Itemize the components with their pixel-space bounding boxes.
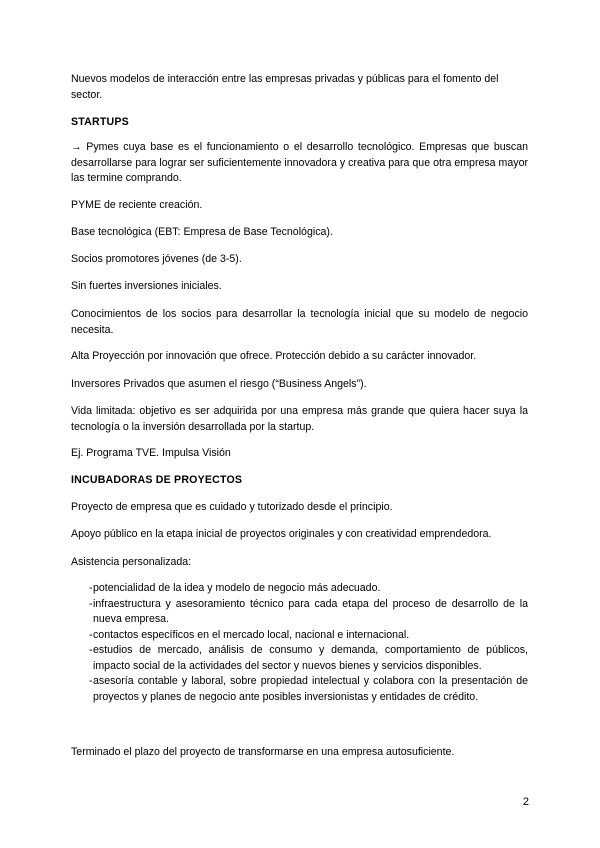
- startups-definition-paragraph: → Pymes cuya base es el funcionamiento o el desarrollo tecnológico. Empresas que buscan desarrollarse para lograr ser suficientemente innovadora y creativa para que otra empresa mayor las termine comprando.: [71, 141, 528, 184]
- intro-paragraph: Nuevos modelos de interacción entre las empresas privadas y públicas para el fomento del sector.: [71, 73, 499, 101]
- socios-paragraph: Socios promotores jóvenes (de 3-5).: [71, 253, 242, 265]
- list-item: [71, 643, 528, 674]
- list-dash: -: [89, 628, 93, 641]
- vida-limitada-paragraph: Vida limitada: objetivo es ser adquirida por una empresa más grande que quiera hacer suya la tecnología o la inversión desarrollada por la startup.: [71, 405, 528, 433]
- apoyo-publico-paragraph: Apoyo público en la etapa inicial de proyectos originales y con creatividad emprendedora.: [71, 528, 492, 540]
- base-tecnologica-paragraph: Base tecnológica (EBT: Empresa de Base Tecnológica).: [71, 226, 333, 238]
- ejemplo-paragraph: Ej. Programa TVE. Impulsa Visión: [71, 447, 231, 459]
- list-item: [71, 628, 528, 644]
- conocimientos-paragraph: Conocimientos de los socios para desarrollar la tecnología inicial que su modelo de negocio necesita.: [71, 308, 528, 336]
- list-item-text: potencialidad de la idea y modelo de negocio más adecuado.: [93, 582, 381, 594]
- asistencia-paragraph: Asistencia personalizada:: [71, 556, 192, 568]
- pyme-paragraph: PYME de reciente creación.: [71, 199, 203, 211]
- list-dash: -: [89, 675, 93, 687]
- list-item: [71, 674, 528, 705]
- proyecto-empresa-paragraph: Proyecto de empresa que es cuidado y tutorizado desde el principio.: [71, 501, 393, 513]
- terminado-paragraph: Terminado el plazo del proyecto de transformarse en una empresa autosuficiente.: [71, 746, 455, 758]
- sin-fuertes-paragraph: Sin fuertes inversiones iniciales.: [71, 280, 222, 292]
- asistencia-list: [71, 581, 528, 705]
- list-dash: -: [89, 597, 93, 610]
- page-number: 2: [522, 796, 529, 808]
- inversores-paragraph: Inversores Privados que asumen el riesgo (“Business Angels”).: [71, 378, 367, 390]
- list-dash: -: [89, 644, 93, 656]
- list-item-text: asesoría contable y laboral, sobre propiedad intelectual y colabora con la presentación de proyectos y planes de negocio ante posibles inversionistas y entidades de crédito.: [93, 675, 528, 703]
- list-item-text: infraestructura y asesoramiento técnico para cada etapa del proceso de desarrollo de la nueva empresa.: [93, 597, 528, 625]
- startups-heading: STARTUPS: [71, 116, 129, 128]
- alta-proyeccion-paragraph: Alta Proyección por innovación que ofrece. Protección debido a su carácter innovador.: [71, 350, 477, 362]
- list-item-text: estudios de mercado, análisis de consumo y demanda, comportamiento de públicos, impacto social de la actividades del sector y nuevos bienes y servicios disponibles.: [93, 644, 528, 672]
- list-item: [71, 597, 528, 628]
- list-item: [71, 581, 528, 597]
- incubadoras-heading: INCUBADORAS DE PROYECTOS: [71, 474, 243, 486]
- list-item-text: contactos específicos en el mercado local, nacional e internacional.: [93, 628, 410, 641]
- list-dash: -: [89, 582, 93, 594]
